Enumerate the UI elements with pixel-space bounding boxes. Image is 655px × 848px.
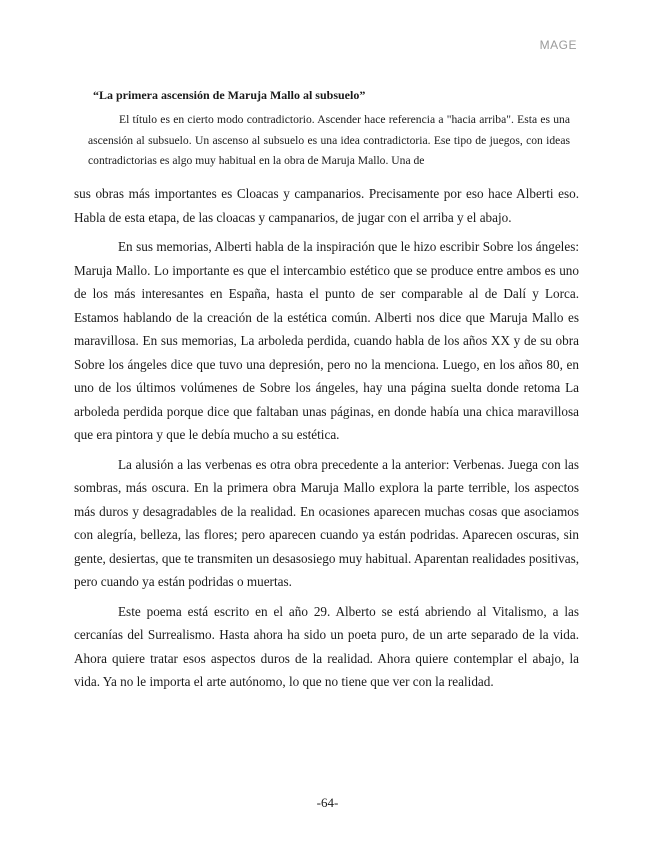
paragraph-verbenas: La alusión a las verbenas es otra obra precedente a la anterior: Verbenas. Juega con las sombras, más oscura. En la primera obra Maruja Mallo explora la parte terrible, los aspectos más duros y desagradables de la realidad. En ocasiones aparecen muchas cosas que asociamos con alegría, belleza, las flores; pero aparecen cuando ya están podridas. Aparecen oscuras, sin gente, desiertas, que te transmiten un desasosiego muy habitual. Aparentan realidades positivas, pero cuando ya están podridas o muertas.: [74, 456, 580, 589]
running-header: MAGE: [539, 38, 577, 52]
page-number: -64-: [316, 795, 339, 810]
paragraph-poema: Este poema está escrito en el año 29. Alberto se está abriendo al Vitalismo, a las cercanías del Surrealismo. Hasta ahora ha sido un poeta puro, de un arte separado de la vida. Ahora quiere tratar esos aspectos duros de la realidad. Ahora quiere contemplar el abajo, la vida. Ya no le importa el arte autónomo, lo que no tiene que ver con la realidad.: [74, 603, 579, 689]
section-title: “La primera ascensión de Maruja Mallo al subsuelo”: [93, 88, 366, 102]
paragraph-continuation: sus obras más importantes es Cloacas y campanarios. Precisamente por eso hace Alberti eso. Habla de esta etapa, de las cloacas y campanarios, de jugar con el arriba y el abajo.: [74, 186, 579, 225]
body-text: [74, 182, 579, 700]
intro-paragraph: El título es en cierto modo contradictorio. Ascender hace referencia a "hacia arriba". Esta es una ascensión al subsuelo. Un ascenso al subsuelo es una idea contradictoria. Ese tipo de juegos, con ideas contradictorias es algo muy habitual en la obra de Maruja Mallo. Una de: [88, 113, 570, 167]
paragraph-memorias: En sus memorias, Alberti habla de la inspiración que le hizo escribir Sobre los ángeles: Maruja Mallo. Lo importante es que el intercambio estético que se produce entre ambos es uno de los más interesantes en España, hasta el punto de ser comparable al de Dalí y Lorca. Estamos hablando de la creación de la estética común. Alberti nos dice que Maruja Mallo es maravillosa. En sus memorias, La arboleda perdida, cuando habla de los años XX y de su obra Sobre los ángeles dice que tuvo una depresión, pero no la menciona. Luego, en los años 80, en uno de los últimos volúmenes de Sobre los ángeles, hay una página suelta donde retoma La arboleda perdida porque dice que faltaban unas páginas, en donde había una chica maravillosa que era pintora y que le debía mucho a su estética.: [74, 239, 579, 442]
